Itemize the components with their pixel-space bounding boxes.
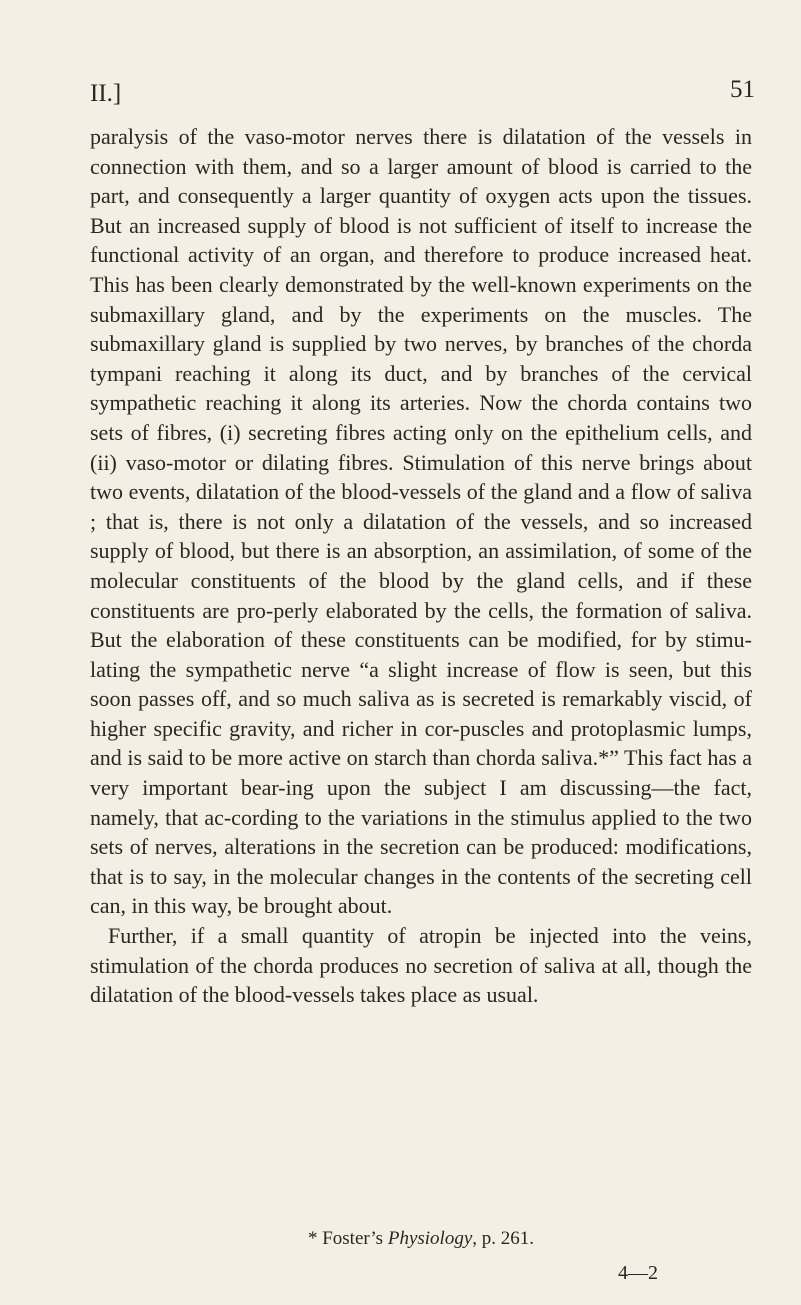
- paragraph-1: paralysis of the vaso-motor nerves there is dilatation of the vessels in connection with them, and so a larger amount of blood is carried to the part, and consequently a larger quantity of oxygen acts upon the tissues. But an increased supply of blood is not sufficient of itself to increase the functional activity of an organ, and therefore to produce increased heat. This has been clearly demonstrated by the well-known experiments on the submaxillary gland, and by the experiments on the muscles. The submaxillary gland is supplied by two nerves, by branches of the chorda tympani reaching it along its duct, and by branches of the cervical sympathetic reaching it along its arteries. Now the chorda contains two sets of fibres, (i) secreting fibres acting only on the epithelium cells, and (ii) vaso-motor or dilating fibres. Stimulation of this nerve brings about two events, dilatation of the blood-vessels of the gland and a flow of saliva ; that is, there is not only a dilatation of the vessels, and so increased supply of blood, but there is an absorption, an assimilation, of some of the molecular constituents of the blood by the gland cells, and if these constituents are pro-perly elaborated by the cells, the formation of saliva. But the elaboration of these constituents can be modified, for by stimu-lating the sympathetic nerve “a slight increase of flow is seen, but this soon passes off, and so much saliva as is secreted is remarkably viscid, of higher specific gravity, and richer in cor-puscles and protoplasmic lumps, and is said to be more active on starch than chorda saliva.*” This fact has a very important bear-ing upon the subject I am discussing—the fact, namely, that ac-cording to the variations in the stimulus applied to the two sets of nerves, alterations in the secretion can be produced: modifications, that is to say, in the molecular changes in the contents of the secreting cell can, in this way, be brought about.: [90, 124, 752, 919]
- signature-mark: 4—2: [618, 1262, 658, 1284]
- running-head: [90, 76, 755, 116]
- footnote-title: Physiology: [387, 1228, 473, 1249]
- section-mark: II.]: [90, 80, 122, 107]
- footnote: [90, 1228, 752, 1250]
- footnote-suffix: , p. 261.: [472, 1228, 535, 1249]
- body-text: [90, 122, 752, 1010]
- page-number: 51: [730, 76, 755, 103]
- footnote-prefix: * Foster’s: [307, 1228, 388, 1249]
- paragraph-2: Further, if a small quantity of atropin be injected into the veins, stimulation of the chorda produces no secretion of saliva at all, though the dilatation of the blood-vessels takes place as usual.: [90, 923, 752, 1008]
